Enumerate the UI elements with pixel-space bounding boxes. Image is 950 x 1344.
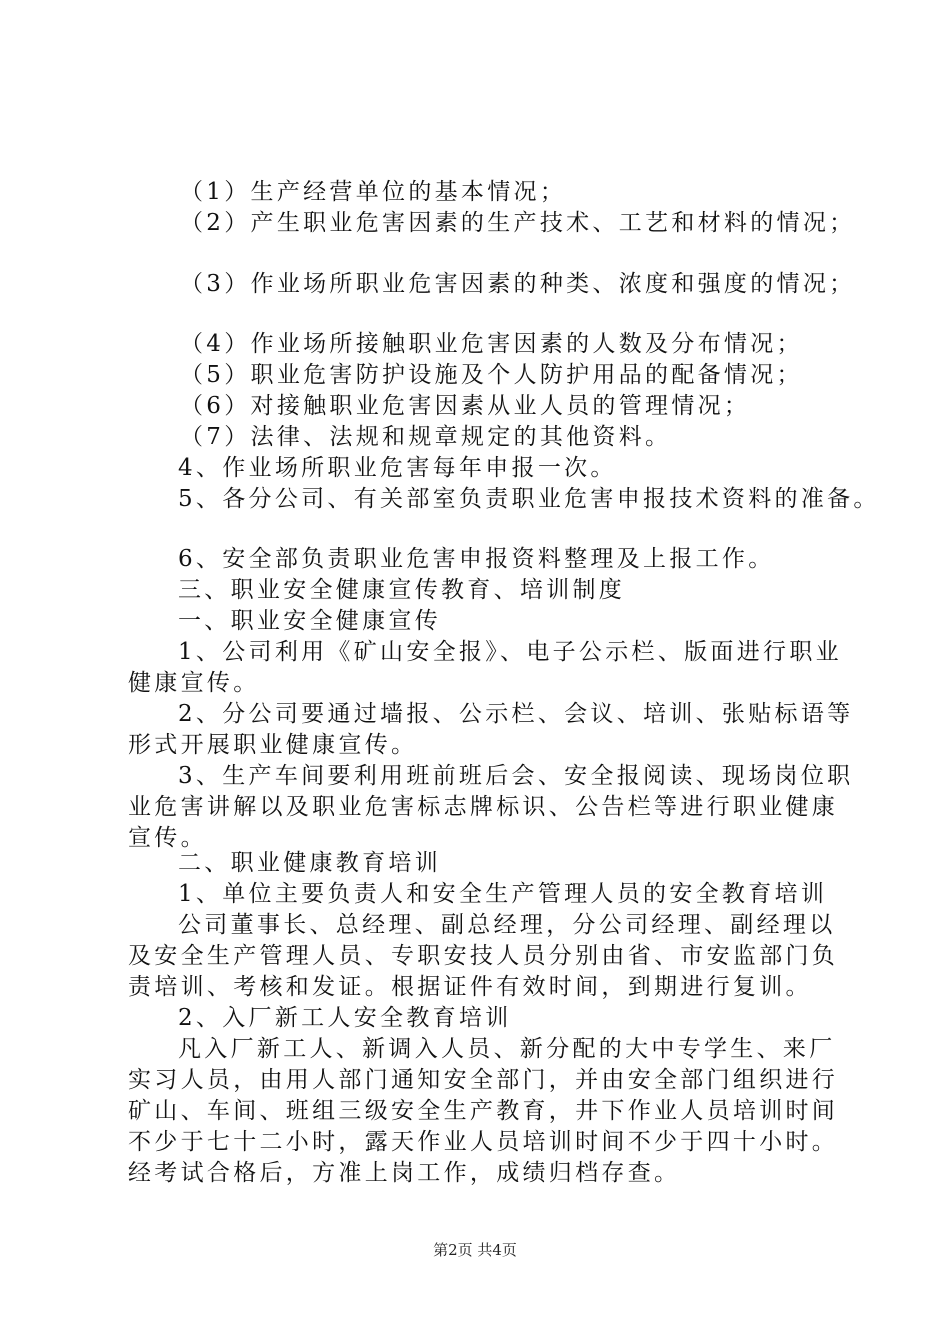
- subsection-heading: 一、职业安全健康宣传: [178, 608, 441, 634]
- paragraph-line: 责培训、考核和发证。根据证件有效时间，到期进行复训。: [128, 974, 812, 1000]
- paragraph-line: 公司董事长、总经理、副总经理，分公司经理、副经理以: [178, 912, 836, 938]
- paragraph-line: 业危害讲解以及职业危害标志牌标识、公告栏等进行职业健康: [128, 794, 839, 820]
- paragraph-line: 2、分公司要通过墙报、公示栏、会议、培训、张贴标语等: [178, 701, 854, 727]
- list-item: （6）对接触职业危害因素从业人员的管理情况；: [180, 393, 751, 419]
- paragraph-line: 凡入厂新工人、新调入人员、新分配的大中专学生、来厂: [178, 1036, 836, 1062]
- list-item: （5）职业危害防护设施及个人防护用品的配备情况；: [180, 362, 803, 388]
- paragraph-line: 实习人员，由用人部门通知安全部门，并由安全部门组织进行: [128, 1067, 839, 1093]
- paragraph-line: 宣传。: [128, 825, 207, 851]
- paragraph-line: 形式开展职业健康宣传。: [128, 732, 418, 758]
- paragraph-line: 健康宣传。: [128, 670, 260, 696]
- paragraph-line: 及安全生产管理人员、专职安技人员分别由省、市安监部门负: [128, 943, 839, 969]
- list-item: （4）作业场所接触职业危害因素的人数及分布情况；: [180, 331, 803, 357]
- paragraph-item4: 4、作业场所职业危害每年申报一次。: [178, 455, 617, 481]
- paragraph-line: 1、公司利用《矿山安全报》、电子公示栏、版面进行职业: [178, 639, 842, 665]
- page-footer: 第2页 共4页: [433, 1241, 517, 1259]
- paragraph-item6: 6、安全部负责职业危害申报资料整理及上报工作。: [178, 546, 775, 572]
- paragraph-line: 矿山、车间、班组三级安全生产教育，井下作业人员培训时间: [128, 1098, 839, 1124]
- paragraph-line: 经考试合格后，方准上岗工作，成绩归档存查。: [128, 1160, 681, 1186]
- subsection-heading: 二、职业健康教育培训: [178, 850, 441, 876]
- list-item: （2）产生职业危害因素的生产技术、工艺和材料的情况；: [180, 210, 856, 236]
- subsection-heading: 2、入厂新工人安全教育培训: [178, 1005, 512, 1031]
- section-heading: 三、职业安全健康宣传教育、培训制度: [178, 577, 626, 603]
- list-item: （1）生产经营单位的基本情况；: [180, 179, 567, 205]
- list-item: （3）作业场所职业危害因素的种类、浓度和强度的情况；: [180, 271, 856, 297]
- paragraph-line: 3、生产车间要利用班前班后会、安全报阅读、现场岗位职: [178, 763, 854, 789]
- paragraph-item5: 5、各分公司、有关部室负责职业危害申报技术资料的准备。: [178, 486, 880, 512]
- list-item: （7）法律、法规和规章规定的其他资料。: [180, 424, 672, 450]
- subsection-heading: 1、单位主要负责人和安全生产管理人员的安全教育培训: [178, 881, 828, 907]
- paragraph-line: 不少于七十二小时，露天作业人员培训时间不少于四十小时。: [128, 1129, 839, 1155]
